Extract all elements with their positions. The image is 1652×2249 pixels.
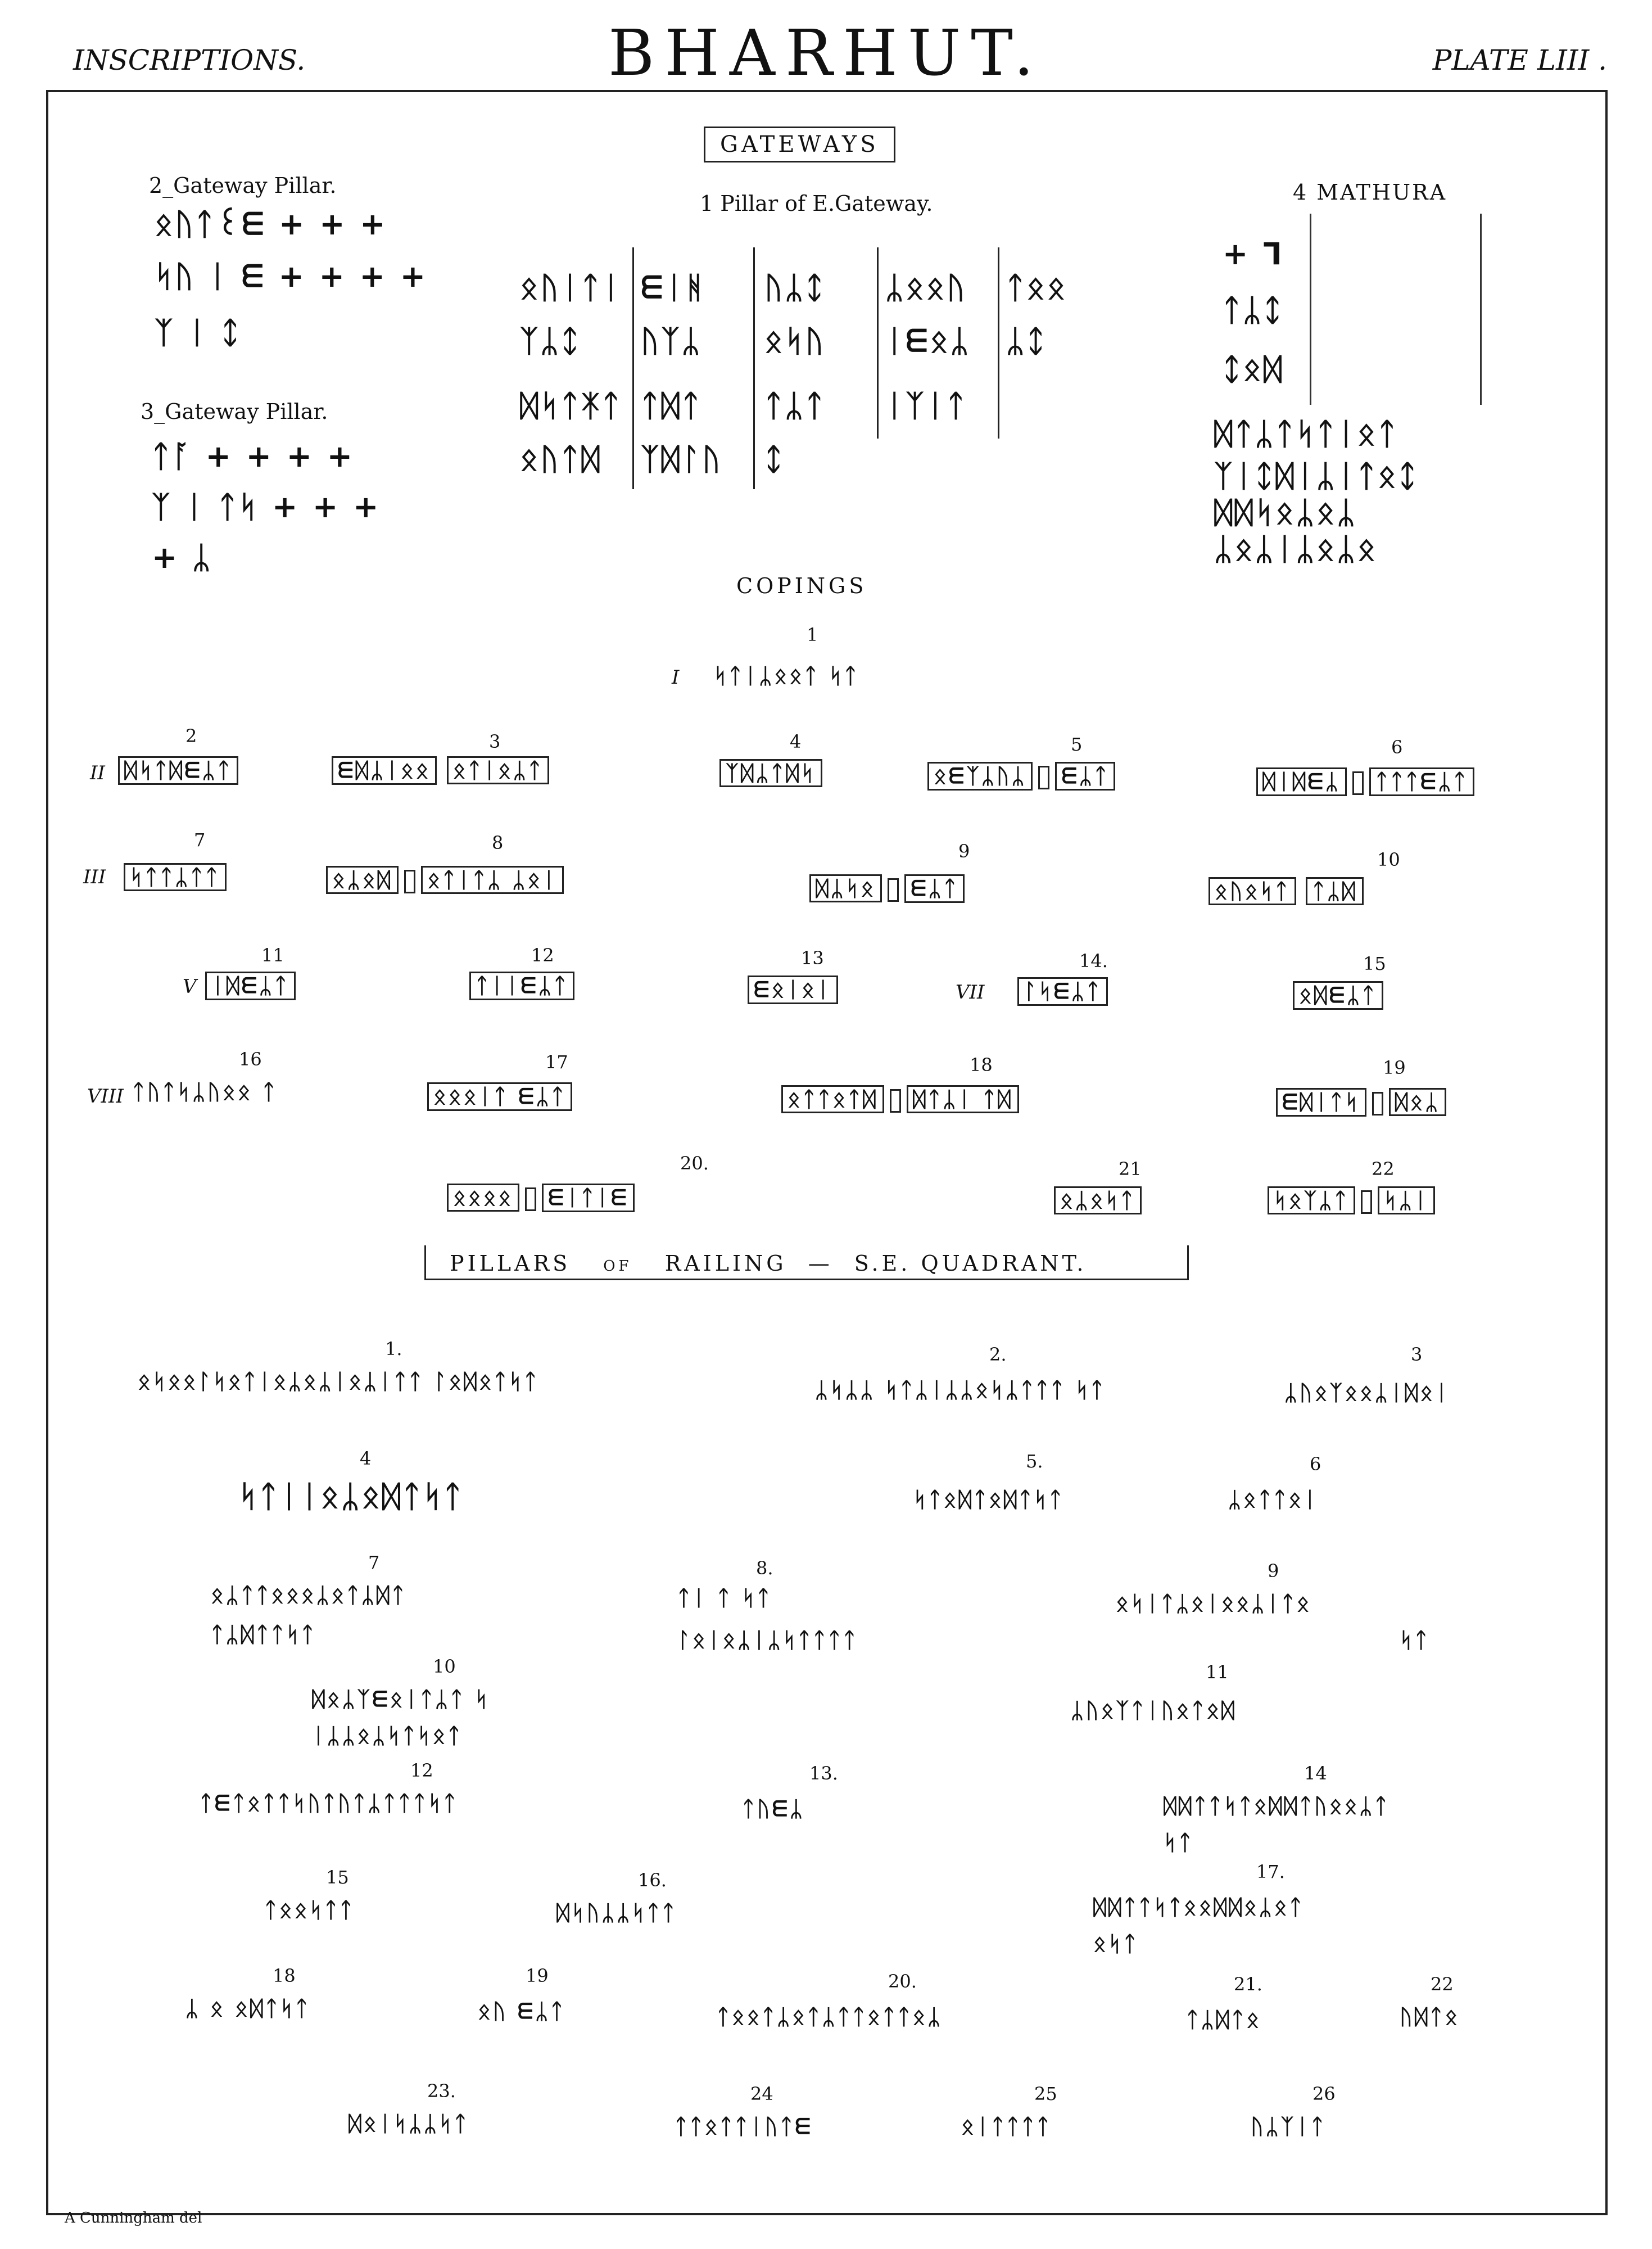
coping-roman: V	[183, 976, 197, 998]
coping-inscription	[1209, 877, 1364, 905]
pillar-num: 3	[1411, 1344, 1423, 1365]
coping-num: 7	[194, 829, 206, 851]
mathura-line-1: + ᒣ	[1223, 236, 1284, 272]
pillar1-caption: 1 Pillar of E.Gateway.	[700, 191, 933, 216]
pillar3-line-1: ᛏᚪ + + + +	[152, 439, 355, 474]
pillar-inscription: ᛋᛏᛁᛁᛟᛦᛟᛞᛏᛋᛏ	[239, 1479, 464, 1514]
inscription-box: ᗴᛞᛦᛁᛟᛟ	[332, 756, 437, 785]
mathura-line-6: ᛞᛞᛋᛟᛦᛟᛦ	[1214, 495, 1357, 530]
coping-inscription	[927, 762, 1115, 791]
coping-num: 14.	[1079, 950, 1108, 972]
pillar-num: 1.	[385, 1338, 402, 1360]
inscription-box: ᛋᛟᛉᛦᛏ	[1268, 1186, 1355, 1214]
inscription-box: ᛏᛦᛞ	[1306, 877, 1363, 905]
pillar-inscription: ᛦ ᛟ ᛟᛞᛏᛋᛏ	[185, 1996, 311, 2021]
pillar-inscription: ᚢᛦᛉᛁᛏ	[1251, 2114, 1327, 2139]
pillar2-line-3: ᛉ ᛁ ᛨ	[155, 315, 242, 350]
pillar3-line-3: + ᛦ	[152, 540, 213, 575]
pillar-inscription: ᛏᛟᛟᛏᛦᛟᛏᛦᛏᛏᛟᛏᛏᛟᛦ	[717, 2004, 943, 2029]
inscription-box: ᛋᛏᛏᛦᛏᛏ	[124, 863, 227, 891]
pillar1-col5-line-1: ᛏᛟᛟ	[1006, 270, 1068, 305]
pillar-num: 17.	[1256, 1861, 1285, 1882]
coping-inscription	[1054, 1186, 1142, 1214]
mathura-line-2: ᛏᛦᛨ	[1223, 292, 1284, 328]
pillar-num: 20.	[888, 1971, 917, 1992]
pillar-inscription: ᛟᛦᛏᛏᛟᛟᛟᛦᛟᛏᛦᛞᛏ	[211, 1583, 407, 1607]
pillar-inscription: ᛋᛏᛟᛞᛏᛟᛞᛏᛋᛏ	[913, 1487, 1065, 1512]
pillar-num: 8.	[756, 1557, 773, 1579]
pillar-inscription: ᛟᛋᛏ	[1093, 1931, 1139, 1956]
inscription-box: ᛞᛦᛋᛟ	[809, 874, 882, 902]
header-left-label: INSCRIPTIONS.	[73, 44, 306, 76]
mathura-line-5: ᛉᛁᛨᛞᛁᛦᛁᛏᛟᛨ	[1214, 458, 1419, 494]
coping-num: 12	[531, 945, 554, 966]
coping-num: 5	[1071, 734, 1083, 755]
coping-inscription	[719, 759, 822, 787]
pillar-inscription: ᛏᛦᛞᛏᛏᛋᛏ	[211, 1622, 316, 1647]
coping-roman: VIII	[87, 1085, 124, 1108]
pillar2-caption: 2_Gateway Pillar.	[149, 173, 337, 198]
pillar1-col4-line-2: ᛁᗴᛟᛦ	[885, 323, 971, 359]
pillar1-col2-line-2: ᚢᛉᛦ	[641, 323, 703, 359]
pillar-num: 23.	[427, 2080, 456, 2102]
pillars-title-of: OF	[603, 1258, 632, 1275]
coping-num: 19	[1383, 1057, 1406, 1078]
coping-num: 18	[970, 1054, 993, 1076]
coping-inscription	[469, 972, 574, 1000]
pillars-title: PILLARS OF RAILING — S.E. QUADRANT.	[450, 1251, 1087, 1276]
inscription-box: ᗴᛟᛁᛟᛁ	[748, 976, 838, 1004]
pillar1-col1-line-1: ᛟᚢᛁᛏᛁ	[520, 270, 622, 305]
pillar1-col2-line-3: ᛏᛞᛏ	[641, 388, 703, 423]
page-title: BHARHUT.	[608, 17, 1044, 90]
pillar-inscription: ᛦᛟᛏᛏᛟᛁ	[1228, 1487, 1319, 1512]
pillars-title-word: PILLARS	[450, 1251, 571, 1276]
pillar1-col2-line-1: ᗴᛁᚻ	[641, 270, 706, 305]
coping-inscription	[809, 874, 965, 903]
coping-num: 15	[1363, 953, 1386, 974]
coping-inscription	[447, 1184, 635, 1212]
inscription-box: ᗴᛦᛏ	[1055, 762, 1115, 791]
pillar1-col4-line-3: ᛁᛉᛁᛏ	[885, 388, 967, 423]
pillar-inscription: ᛏᗴᛏᛟᛏᛏᛋᚢᛏᚢᛏᛦᛏᛏᛏᛋᛏ	[200, 1791, 459, 1816]
pillar-inscription: ᛚᛟᛁᛟᛦᛁᛦᛋᛏᛏᛏᛏ	[677, 1628, 858, 1652]
pillar-num: 14	[1304, 1763, 1327, 1784]
coping-inscription	[1256, 767, 1474, 796]
pillar1-col4-line-1: ᛦᛟᛟᚢ	[885, 270, 967, 305]
inscription-box: ᛟᗴᛉᛦᚢᛦ	[927, 762, 1033, 791]
mathura-line-4: ᛞᛏᛦᛏᛋᛏᛁᛟᛏ	[1214, 416, 1398, 451]
pillar-inscription: ᛟᛋᛁᛏᛦᛟᛁᛟᛟᛦᛁᛏᛟ	[1116, 1591, 1312, 1616]
pillar-inscription: ᛏᛏᛟᛏᛏᛁᚢᛏᗴ	[675, 2114, 813, 2139]
coping-inscription	[1276, 1088, 1446, 1117]
coping-num: 3	[489, 731, 501, 752]
coping-inscription	[332, 756, 549, 785]
pillar-inscription: ᛦᚢᛟᛉᛏᛁᚢᛟᛏᛟᛞ	[1071, 1698, 1237, 1723]
coping-num: 2	[185, 725, 197, 747]
pillar2-line-2: ᛋᚢ ᛁ ᗴ + + + +	[155, 259, 428, 294]
pillar-inscription: ᛏᚢᗴᛦ	[742, 1796, 805, 1821]
pillar-num: 26	[1312, 2083, 1336, 2105]
inscription-box: ᗴᛦᛏ	[904, 874, 965, 903]
pillar1-divider-3	[877, 247, 879, 439]
coping-inscription: ᛏᚢᛏᛋᛦᚢᛟᛟ ᛏ	[132, 1080, 278, 1104]
pillar1-col1-line-3: ᛞᛋᛏᛡᛏ	[520, 388, 622, 423]
inscription-box: ᛚᛋᗴᛦᛏ	[1017, 977, 1108, 1006]
coping-num: 8	[492, 832, 504, 853]
pillar-inscription: ᛋᛏ	[1164, 1830, 1194, 1855]
pillars-title-railing: RAILING	[664, 1251, 787, 1276]
gateways-title: GATEWAYS	[704, 127, 895, 162]
coping-roman: III	[83, 866, 106, 888]
pillar3-line-2: ᛉ ᛁ ᛏᛋ + + +	[152, 489, 381, 525]
plate-number: PLATE LIII .	[1432, 44, 1607, 76]
pillar-inscription: ᛞᛋᚢᛦᛦᛋᛏᛏ	[556, 1900, 677, 1925]
pillar-inscription: ᛟᛁᛏᛏᛏᛏ	[961, 2114, 1052, 2139]
pillar-num: 24	[750, 2083, 773, 2105]
coping-num: 20.	[680, 1153, 709, 1174]
inscription-box: ᛟᛏᛁᛟᛦᛏ	[447, 756, 550, 784]
artist-credit: A Cunningham del	[65, 2210, 202, 2227]
inscription-box: ᛟᛏᛁᛏᛦ ᛦᛟᛁ	[421, 866, 564, 894]
coping-inscription	[1017, 977, 1108, 1006]
inscription-box: ᛟᛞᗴᛦᛏ	[1293, 981, 1383, 1010]
coping-num: 16	[239, 1049, 262, 1070]
pillar-num: 16.	[638, 1869, 667, 1891]
mathura-line-7: ᛦᛟᛦᛁᛦᛟᛦᛟ	[1214, 531, 1378, 567]
pillar-num: 5.	[1026, 1451, 1043, 1472]
coping-roman: VII	[956, 981, 985, 1004]
pillar1-col2-line-4: ᛉᛞᛚᚢ	[641, 441, 723, 477]
pillar-inscription: ᛟᚢ ᗴᛦᛏ	[478, 1999, 565, 2024]
coping-num: 4	[790, 731, 802, 752]
coping-num: 10	[1377, 849, 1400, 870]
pillar-inscription: ᛞᛞᛏᛏᛋᛏᛟᛞᛞᛏᚢᛟᛟᛦᛏ	[1164, 1794, 1390, 1818]
pillar-inscription: ᛋᛏ	[1400, 1628, 1430, 1652]
mathura-line-3: ᛨᛟᛞ	[1223, 351, 1284, 387]
pillar-num: 15	[326, 1867, 349, 1888]
pillar-num: 18	[273, 1965, 296, 1986]
pillar1-col1-line-2: ᛉᛦᛨ	[520, 323, 582, 359]
pillar1-col5-line-2: ᛦᛨ	[1006, 323, 1047, 359]
coping-roman: II	[90, 762, 105, 784]
coping-inscription	[1293, 981, 1383, 1010]
coping-inscription	[118, 756, 238, 785]
pillar1-divider-4	[998, 247, 999, 439]
pillar-inscription: ᛞᛞᛏᛏᛋᛏᛟᛟᛞᛞᛟᛦᛟᛏ	[1093, 1895, 1305, 1920]
pillar-num: 4	[360, 1448, 372, 1469]
inscription-box: ᛟᛟᛟᛁᛏ ᗴᛦᛏ	[427, 1082, 572, 1111]
pillar-num: 11	[1206, 1661, 1229, 1683]
copings-title: COPINGS	[736, 573, 867, 598]
pillar3-caption: 3_Gateway Pillar.	[141, 399, 328, 424]
pillar1-col3-line-1: ᚢᛦᛨ	[764, 270, 826, 305]
inscription-box: ᗴᛁᛏᛁᗴ	[542, 1184, 635, 1212]
inscription-box: ᛟᚢᛟᛋᛏ	[1209, 877, 1296, 905]
inscription-box: ᛞᛏᛦᛁ ᛏᛞ	[907, 1085, 1019, 1113]
inscription-box: ᛟᛏᛏᛟᛏᛞ	[781, 1085, 884, 1113]
pillar1-col3-line-2: ᛟᛋᚢ	[764, 323, 826, 359]
inscription-box: ᛟᛦᛟᛋᛏ	[1054, 1186, 1142, 1214]
coping-inscription	[326, 866, 564, 894]
coping-inscription	[427, 1082, 572, 1111]
inscription-box: ᛏᛏᛏᗴᛦᛏ	[1369, 767, 1474, 796]
coping-inscription	[205, 972, 296, 1000]
coping-num: 22	[1372, 1158, 1395, 1180]
pillar-num: 7	[368, 1552, 380, 1573]
mathura-caption: 4 MATHURA	[1293, 180, 1447, 205]
coping-inscription	[1268, 1186, 1435, 1214]
pillar2-line-1: ᛟᚢᛏ꒰ᗴ + + +	[155, 206, 388, 242]
inscription-box: ᛞᛟᛦ	[1389, 1088, 1446, 1116]
pillar-num: 25	[1034, 2083, 1057, 2105]
pillar-inscription: ᛏᛦᛞᛏᛟ	[1186, 2007, 1262, 2032]
pillar1-col1-line-4: ᛟᚢᛏᛞ	[520, 441, 602, 477]
coping-num: 17	[545, 1051, 568, 1073]
coping-num: 21	[1119, 1158, 1142, 1180]
pillar-inscription: ᛞᛟᛁᛋᛦᛦᛋᛏ	[348, 2111, 469, 2136]
pillar-inscription: ᚢᛞᛏᛟ	[1400, 2004, 1460, 2029]
pillars-title-quadrant: S.E. QUADRANT.	[854, 1251, 1087, 1276]
coping-num: 11	[261, 945, 284, 966]
pillar-inscription: ᛦᚢᛟᛉᛟᛟᛦᛁᛞᛟᛁ	[1284, 1380, 1450, 1405]
pillar-inscription: ᛏᛁ ᛏ ᛋᛏ	[677, 1586, 772, 1610]
pillar-inscription: ᛦᛋᛦᛦ ᛋᛏᛦᛁᛦᛦᛟᛋᛦᛏᛏᛏ ᛋᛏ	[815, 1378, 1106, 1402]
pillar-inscription: ᛏᛟᛟᛋᛏᛏ	[264, 1898, 355, 1922]
inscription-box: ᗴᛞᛁᛏᛋ	[1276, 1088, 1366, 1117]
pillar-num: 19	[526, 1965, 549, 1986]
pillar-inscription: ᛟᛋᛟᛟᛚᛋᛟᛏᛁᛟᛦᛟᛦᛁᛟᛦᛁᛏᛏ ᛚᛟᛞᛟᛏᛋᛏ	[138, 1369, 540, 1394]
coping-inscription: ᛋᛏᛁᛦᛟᛟᛏ ᛋᛏ	[714, 663, 859, 688]
pillar1-divider-1	[632, 247, 634, 489]
inscription-box: ᛟᛟᛟᛟ	[447, 1184, 519, 1212]
pillar-num: 21.	[1234, 1973, 1262, 1995]
coping-num: 13	[801, 947, 824, 969]
coping-inscription	[781, 1085, 1019, 1113]
pillar-inscription: ᛞᛟᛦᛉᗴᛟᛁᛏᛦᛏ ᛋ	[312, 1687, 490, 1711]
inscription-box: ᛋᛦᛁ	[1378, 1186, 1435, 1214]
inscription-box: ᛉᛞᛦᛏᛞᛋ	[719, 759, 822, 787]
pillar-num: 2.	[989, 1344, 1007, 1365]
pillar-inscription: ᛁᛦᛦᛟᛦᛋᛏᛋᛟᛏ	[312, 1723, 463, 1748]
coping-num: 9	[958, 841, 970, 862]
coping-num: 1	[807, 624, 818, 645]
pillar-num: 22	[1431, 1973, 1454, 1995]
coping-num: 6	[1391, 737, 1403, 758]
pillar-num: 10	[433, 1656, 456, 1677]
inscription-box: ᛞᛁᛞᗴᛦ	[1256, 767, 1347, 796]
mathura-stone-outline	[1310, 214, 1482, 405]
pillar-num: 6	[1310, 1453, 1321, 1475]
inscription-box: ᛁᛞᗴᛦᛏ	[205, 972, 296, 1000]
pillar1-col3-line-3: ᛏᛦᛏ	[764, 388, 826, 423]
pillar1-divider-2	[753, 247, 755, 489]
inscription-box: ᛞᛋᛏᛞᗴᛦᛏ	[118, 756, 238, 785]
pillar-num: 9	[1268, 1560, 1279, 1582]
coping-inscription	[124, 863, 227, 891]
pillar-num: 13.	[809, 1763, 838, 1784]
coping-inscription	[748, 976, 838, 1004]
inscription-box: ᛏᛁᛁᗴᛦᛏ	[469, 972, 574, 1000]
pillar1-col3-line-4: ᛨ	[764, 441, 785, 477]
inscription-box: ᛟᛦᛟᛞ	[326, 866, 399, 894]
pillar-num: 12	[410, 1760, 433, 1781]
coping-roman: I	[672, 666, 680, 689]
